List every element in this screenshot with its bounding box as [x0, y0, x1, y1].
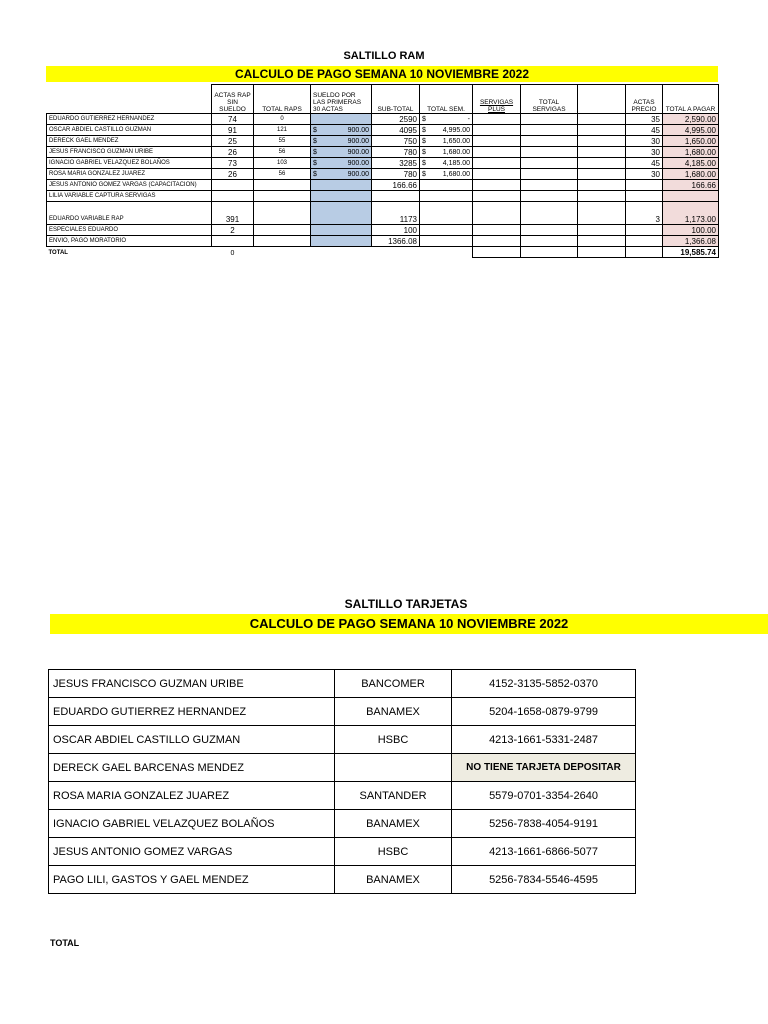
header-name: [47, 85, 212, 114]
total-c7: [473, 247, 521, 258]
cell-sueldo-wrap: [313, 170, 369, 179]
cell-total-pagar: 1,366.08: [663, 236, 719, 247]
table-row: [49, 866, 636, 894]
cell-total-pagar: 1,680.00: [663, 147, 719, 158]
cell-subtotal: [372, 191, 420, 202]
cell-actas: 91: [212, 125, 254, 136]
cell-sueldo: [311, 202, 372, 225]
cell-subtotal: 2590: [372, 114, 420, 125]
cell-bank: HSBC: [335, 838, 452, 866]
cell-card: NO TIENE TARJETA DEPOSITAR: [452, 754, 636, 782]
cell-card: 5256-7838-4054-9191: [452, 810, 636, 838]
cell-total-servigas: [521, 191, 578, 202]
cell-actas: [212, 236, 254, 247]
total-c10: [626, 247, 663, 258]
cell-servigas-plus: [473, 114, 521, 125]
cell-actas-precio: 45: [626, 158, 663, 169]
table-row: [47, 191, 719, 202]
cell-sueldo: [311, 125, 372, 136]
table-row: [49, 670, 636, 698]
cell-bank: HSBC: [335, 726, 452, 754]
cell-subtotal: 750: [372, 136, 420, 147]
cell-bank: BANAMEX: [335, 698, 452, 726]
cell-blank: [578, 225, 626, 236]
cell-total-sem: [420, 202, 473, 225]
cell-actas-precio: 35: [626, 114, 663, 125]
cell-subtotal: 1366.08: [372, 236, 420, 247]
cell-total-pagar: [663, 191, 719, 202]
cell-subtotal: 3285: [372, 158, 420, 169]
cell-subtotal: 100: [372, 225, 420, 236]
table-row: [47, 225, 719, 236]
cell-card: 5204-1658-0879-9799: [452, 698, 636, 726]
header-blank: [578, 85, 626, 114]
cell-actas-precio: [626, 225, 663, 236]
cell-total-servigas: [521, 114, 578, 125]
cell-bank: BANAMEX: [335, 866, 452, 894]
header-total-raps: TOTAL RAPS: [254, 85, 311, 114]
cell-name: LILIA VARIABLE CAPTURA SERVIGAS: [47, 191, 212, 202]
cell-total-servigas: [521, 158, 578, 169]
table-row: [49, 754, 636, 782]
cell-total-raps: 103: [254, 158, 311, 169]
cell-bank: [335, 754, 452, 782]
table-row: [47, 169, 719, 180]
cell-subtotal: 4095: [372, 125, 420, 136]
cell-total-raps: 56: [254, 147, 311, 158]
cell-blank: [578, 169, 626, 180]
cell-blank: [578, 114, 626, 125]
cell-total-sem-value: 4,185.00: [442, 160, 470, 167]
cell-total-pagar: 4,995.00: [663, 125, 719, 136]
cell-actas-precio: 30: [626, 136, 663, 147]
currency-sign: $: [422, 116, 426, 123]
cell-total-sem-wrap: [422, 148, 470, 157]
cell-sueldo: [311, 169, 372, 180]
table-row: [47, 114, 719, 125]
cell-bank: BANCOMER: [335, 670, 452, 698]
cell-total-sem: [420, 225, 473, 236]
table-row: [47, 136, 719, 147]
cell-sueldo-wrap: [313, 148, 369, 157]
tarjetas-total-label: TOTAL: [50, 938, 80, 948]
cell-actas: [212, 191, 254, 202]
cell-total-pagar: 166.66: [663, 180, 719, 191]
cell-servigas-plus: [473, 158, 521, 169]
table-row: [49, 698, 636, 726]
header-servigas-plus: SERVIGAS PLUS: [473, 85, 521, 114]
cell-sueldo: [311, 147, 372, 158]
currency-sign: $: [313, 138, 317, 145]
cell-total-pagar: 1,650.00: [663, 136, 719, 147]
cell-blank: [578, 136, 626, 147]
cell-subtotal: 1173: [372, 202, 420, 225]
cell-total-raps: 0: [254, 114, 311, 125]
cell-subtotal: 780: [372, 147, 420, 158]
cell-name: JESUS FRANCISCO GUZMAN URIBE: [47, 147, 212, 158]
currency-sign: $: [422, 138, 426, 145]
cell-servigas-plus: [473, 225, 521, 236]
cell-actas: 26: [212, 169, 254, 180]
cell-servigas-plus: [473, 180, 521, 191]
table-row: [47, 125, 719, 136]
header-actas: ACTAS RAP SIN SUELDO: [212, 85, 254, 114]
cell-total-servigas: [521, 147, 578, 158]
currency-sign: $: [422, 149, 426, 156]
cell-name: DERECK GAEL MENDEZ: [47, 136, 212, 147]
cell-total-raps: [254, 225, 311, 236]
cell-card: 4213-1661-6866-5077: [452, 838, 636, 866]
cell-blank: [578, 147, 626, 158]
header-total-pagar: TOTAL A PAGAR: [663, 85, 719, 114]
cell-total-sem: [420, 136, 473, 147]
cell-card: 4213-1661-5331-2487: [452, 726, 636, 754]
cell-total-sem: [420, 114, 473, 125]
cell-person: JESUS FRANCISCO GUZMAN URIBE: [49, 670, 335, 698]
cell-sueldo: [311, 225, 372, 236]
cell-name: EDUARDO VARIABLE RAP: [47, 202, 212, 225]
cell-total-sem: [420, 147, 473, 158]
cell-total-servigas: [521, 136, 578, 147]
currency-sign: $: [313, 127, 317, 134]
table-row: [47, 180, 719, 191]
table-row: [49, 726, 636, 754]
currency-sign: $: [422, 127, 426, 134]
cell-sueldo: [311, 114, 372, 125]
cell-actas: 391: [212, 202, 254, 225]
cell-total-sem: [420, 158, 473, 169]
cell-total-sem: [420, 180, 473, 191]
cell-name: ENVIO, PAGO MORATORIO: [47, 236, 212, 247]
cell-sueldo-value: 900.00: [347, 138, 369, 145]
cell-total-pagar: 2,590.00: [663, 114, 719, 125]
cell-total-sem-value: 1,650.00: [442, 138, 470, 145]
cell-total-sem-value: -: [467, 116, 470, 123]
cell-actas: 25: [212, 136, 254, 147]
header-sueldo: SUELDO POR LAS PRIMERAS 30 ACTAS: [311, 85, 372, 114]
cell-person: PAGO LILI, GASTOS Y GAEL MENDEZ: [49, 866, 335, 894]
cell-sueldo-wrap: [313, 159, 369, 168]
ram-payment-table: [46, 84, 719, 258]
cell-actas-precio: 3: [626, 202, 663, 225]
table-row: [47, 202, 719, 225]
cell-total-sem-wrap: [422, 137, 470, 146]
cell-sueldo: [311, 158, 372, 169]
cell-subtotal: 166.66: [372, 180, 420, 191]
cell-blank: [578, 180, 626, 191]
cell-actas: 74: [212, 114, 254, 125]
cell-card: 5579-0701-3354-2640: [452, 782, 636, 810]
ram-banner: CALCULO DE PAGO SEMANA 10 NOVIEMBRE 2022: [46, 66, 718, 82]
total-c5: [372, 247, 420, 258]
cell-sueldo-wrap: [313, 126, 369, 135]
cell-sueldo-value: 900.00: [347, 127, 369, 134]
cell-servigas-plus: [473, 136, 521, 147]
cell-sueldo: [311, 236, 372, 247]
cell-total-servigas: [521, 125, 578, 136]
tarjetas-title: SALTILLO TARJETAS: [344, 597, 468, 611]
cell-blank: [578, 158, 626, 169]
cell-total-sem-wrap: [422, 126, 470, 135]
header-actas-precio: ACTAS PRECIO: [626, 85, 663, 114]
cell-total-raps: 56: [254, 169, 311, 180]
cell-total-sem-wrap: [422, 115, 470, 124]
cell-sueldo: [311, 191, 372, 202]
currency-sign: $: [422, 160, 426, 167]
cell-total-pagar: 1,680.00: [663, 169, 719, 180]
cell-total-sem-wrap: [422, 170, 470, 179]
cell-total-pagar: 1,173.00: [663, 202, 719, 225]
cell-blank: [578, 236, 626, 247]
total-c8: [521, 247, 578, 258]
tarjetas-table-body: [49, 670, 636, 894]
cell-bank: BANAMEX: [335, 810, 452, 838]
cell-actas-precio: 30: [626, 147, 663, 158]
cell-servigas-plus: [473, 125, 521, 136]
ram-header-row: [47, 85, 719, 114]
cell-person: OSCAR ABDIEL CASTILLO GUZMAN: [49, 726, 335, 754]
cell-name: ROSA MARIA GONZALEZ JUAREZ: [47, 169, 212, 180]
cell-person: EDUARDO GUTIERREZ HERNANDEZ: [49, 698, 335, 726]
total-pagar-value: 19,585.74: [663, 247, 719, 258]
currency-sign: $: [313, 171, 317, 178]
cell-person: JESUS ANTONIO GOMEZ VARGAS: [49, 838, 335, 866]
cell-person: DERECK GAEL BARCENAS MENDEZ: [49, 754, 335, 782]
cell-actas-precio: 30: [626, 169, 663, 180]
cell-bank: SANTANDER: [335, 782, 452, 810]
total-c3: [254, 247, 311, 258]
cell-actas: 26: [212, 147, 254, 158]
header-total-sem: TOTAL SEM.: [420, 85, 473, 114]
cell-total-pagar: 4,185.00: [663, 158, 719, 169]
cell-blank: [578, 125, 626, 136]
cell-sueldo-wrap: [313, 137, 369, 146]
cell-total-raps: 121: [254, 125, 311, 136]
cell-name: OSCAR ABDIEL CASTILLO GUZMAN: [47, 125, 212, 136]
cell-total-raps: [254, 180, 311, 191]
ram-title: SALTILLO RAM: [343, 50, 425, 62]
cell-servigas-plus: [473, 169, 521, 180]
cell-total-sem-wrap: [422, 159, 470, 168]
cell-total-sem-value: 1,680.00: [442, 149, 470, 156]
cell-subtotal: 780: [372, 169, 420, 180]
cell-name: EDUARDO GUTIERREZ HERNANDEZ: [47, 114, 212, 125]
cell-actas-precio: 45: [626, 125, 663, 136]
ram-total-row: [47, 247, 719, 258]
cell-card: 4152-3135-5852-0370: [452, 670, 636, 698]
cell-sueldo: [311, 136, 372, 147]
total-actas: 0: [230, 249, 235, 257]
cell-actas: 73: [212, 158, 254, 169]
cell-total-pagar: 100.00: [663, 225, 719, 236]
cell-servigas-plus: [473, 236, 521, 247]
cell-total-sem: [420, 191, 473, 202]
cell-blank: [578, 191, 626, 202]
cell-actas-precio: [626, 236, 663, 247]
header-subtotal: SUB-TOTAL: [372, 85, 420, 114]
cell-total-raps: [254, 236, 311, 247]
cell-total-sem-value: 4,995.00: [442, 127, 470, 134]
cell-blank: [578, 202, 626, 225]
total-c6: [420, 247, 473, 258]
table-row: [47, 158, 719, 169]
currency-sign: $: [313, 160, 317, 167]
cell-servigas-plus: [473, 191, 521, 202]
currency-sign: $: [422, 171, 426, 178]
ram-table-body: [47, 114, 719, 258]
cell-total-sem: [420, 125, 473, 136]
cell-actas: 2: [212, 225, 254, 236]
cell-sueldo: [311, 180, 372, 191]
total-c9: [578, 247, 626, 258]
cell-total-servigas: [521, 169, 578, 180]
cell-actas-precio: [626, 191, 663, 202]
table-row: [49, 782, 636, 810]
cell-total-servigas: [521, 225, 578, 236]
total-c4: [311, 247, 372, 258]
cell-total-raps: 55: [254, 136, 311, 147]
total-label: TOTAL: [48, 249, 68, 256]
cell-person: IGNACIO GABRIEL VELAZQUEZ BOLAÑOS: [49, 810, 335, 838]
cell-total-raps: [254, 202, 311, 225]
cell-actas: [212, 180, 254, 191]
cell-total-servigas: [521, 202, 578, 225]
header-total-servigas: TOTAL SERVIGAS: [521, 85, 578, 114]
cell-servigas-plus: [473, 202, 521, 225]
table-row: [47, 147, 719, 158]
cell-sueldo-value: 900.00: [347, 171, 369, 178]
cell-sueldo-value: 900.00: [347, 160, 369, 167]
cell-total-sem: [420, 236, 473, 247]
cell-name: JESUS ANTONIO GOMEZ VARGAS (CAPACITACION): [47, 180, 212, 191]
currency-sign: $: [313, 149, 317, 156]
tarjetas-table: [48, 669, 636, 894]
cell-actas-precio: [626, 180, 663, 191]
cell-sueldo-value: 900.00: [347, 149, 369, 156]
cell-total-servigas: [521, 236, 578, 247]
cell-person: ROSA MARIA GONZALEZ JUAREZ: [49, 782, 335, 810]
cell-total-raps: [254, 191, 311, 202]
cell-total-sem: [420, 169, 473, 180]
cell-name: ESPECIALES EDUARDO: [47, 225, 212, 236]
tarjetas-banner: CALCULO DE PAGO SEMANA 10 NOVIEMBRE 2022: [50, 614, 768, 634]
table-row: [49, 838, 636, 866]
table-row: [47, 236, 719, 247]
cell-total-servigas: [521, 180, 578, 191]
cell-card: 5256-7834-5546-4595: [452, 866, 636, 894]
table-row: [49, 810, 636, 838]
cell-total-sem-value: 1,680.00: [442, 171, 470, 178]
cell-servigas-plus: [473, 147, 521, 158]
cell-name: IGNACIO GABRIEL VELAZQUEZ BOLAÑOS: [47, 158, 212, 169]
